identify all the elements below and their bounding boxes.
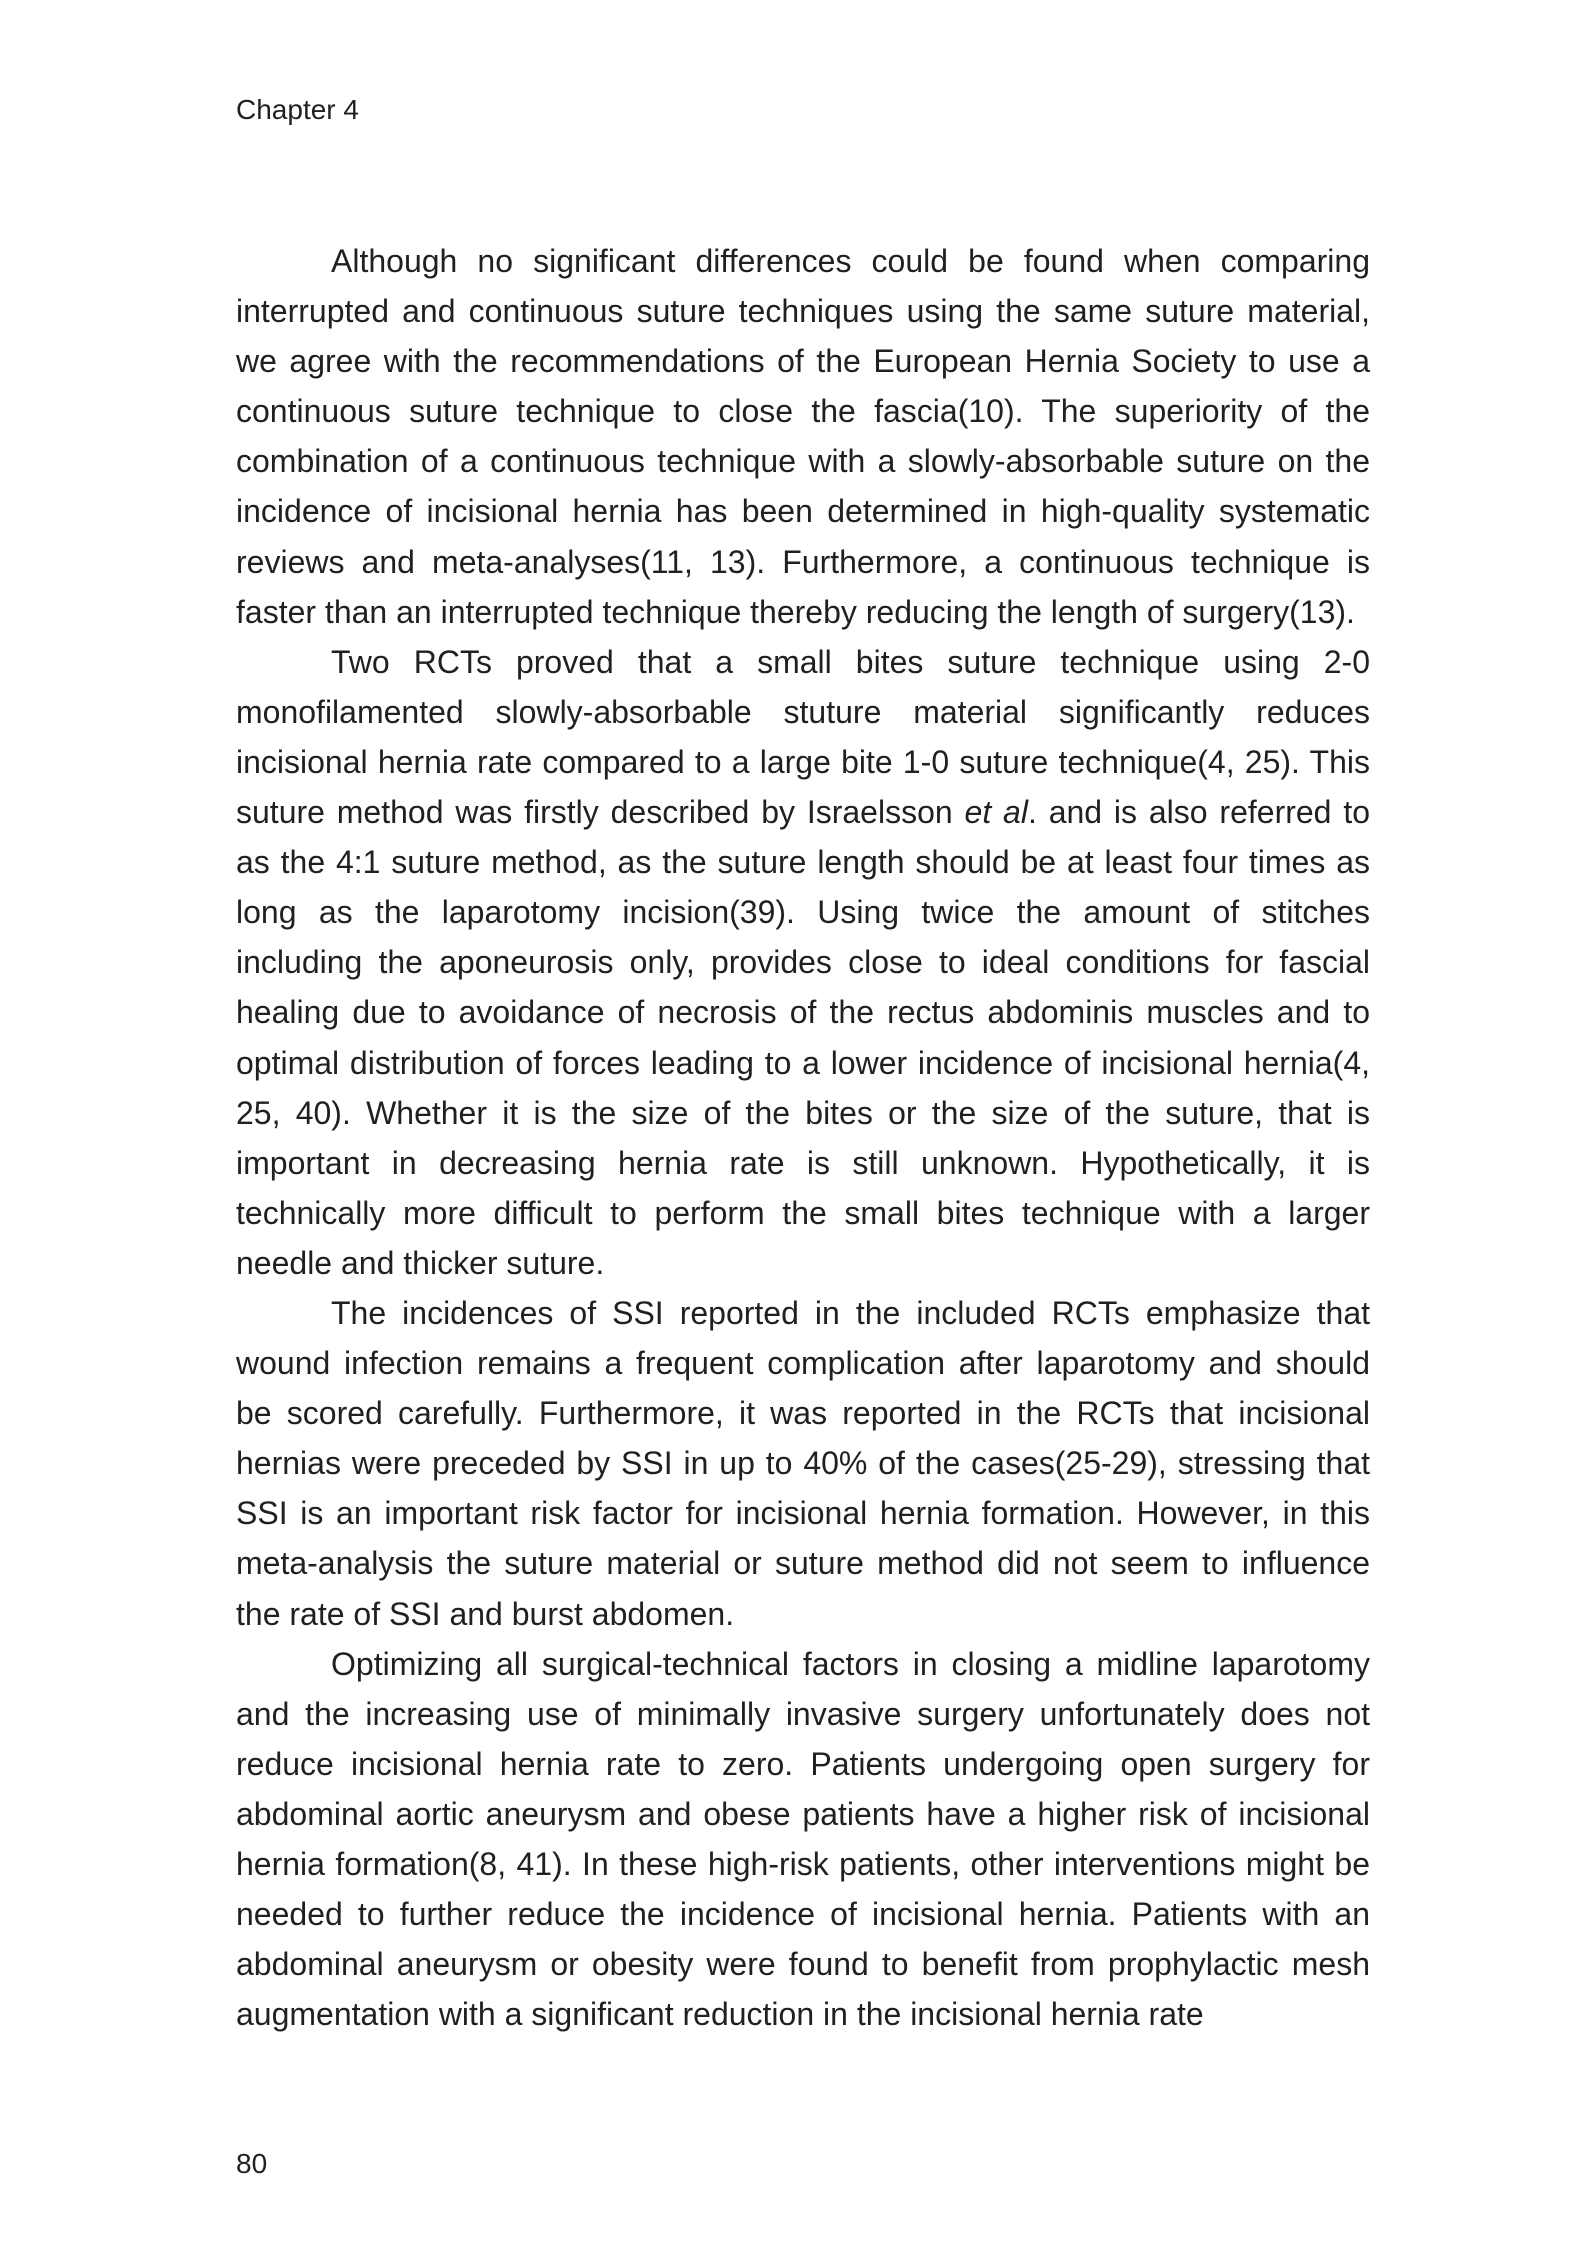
paragraph-small-bites-text-before: Two RCTs proved that a small bites suture technique using 2-0 monofilamented slowly-absorbable stuture material significantly reduces incisional hernia rate compared to a large bite 1-0 suture technique(4, 25). This suture method was firstly described by Israelsson [236, 643, 1370, 831]
paragraph-small-bites [236, 637, 1370, 1288]
italic-et-al: et al [964, 794, 1028, 831]
body-text [236, 236, 1370, 2039]
paragraph-suture-technique: Although no significant differences could be found when comparing interrupted and continuous suture techniques using the same suture material, we agree with the recommendations of the European Hernia Society to use a continuous suture technique to close the fascia(10). The superiority of the combination of a continuous technique with a slowly-absorbable suture on the incidence of incisional hernia has been determined in high-quality systematic reviews and meta-analyses(11, 13). Furthermore, a continuous technique is faster than an interrupted technique thereby reducing the length of surgery(13). [236, 243, 1370, 630]
page-number: 80 [236, 2148, 268, 2179]
paragraph-high-risk: Optimizing all surgical-technical factors in closing a midline laparotomy and the increasing use of minimally invasive surgery unfortunately does not reduce incisional hernia rate to zero. Patients undergoing open surgery for abdominal aortic aneurysm and obese patients have a higher risk of incisional hernia formation(8, 41). In these high-risk patients, other interventions might be needed to further reduce the incidence of incisional hernia. Patients with an abdominal aneurysm or obesity were found to benefit from prophylactic mesh augmentation with a significant reduction in the incisional hernia rate [236, 1645, 1370, 2033]
paragraph-small-bites-text-after: . and is also referred to as the 4:1 suture method, as the suture length should be at least four times as long as the laparotomy incision(39). Using twice the amount of stitches including the aponeurosis only, provides close to ideal conditions for fascial healing due to avoidance of necrosis of the rectus abdominis muscles and to optimal distribution of forces leading to a lower incidence of incisional hernia(4, 25, 40). Whether it is the size of the bites or the size of the suture, that is important in decreasing hernia rate is still unknown. Hypothetically, it is technically more difficult to perform the small bites technique with a larger needle and thicker suture. [236, 794, 1371, 1281]
paragraph-ssi: The incidences of SSI reported in the included RCTs emphasize that wound infection remains a frequent complication after laparotomy and should be scored carefully. Furthermore, it was reported in the RCTs that incisional hernias were preceded by SSI in up to 40% of the cases(25-29), stressing that SSI is an important risk factor for incisional hernia formation. However, in this meta-analysis the suture material or suture method did not seem to influence the rate of SSI and burst abdomen. [236, 1294, 1370, 1632]
running-header-chapter: Chapter 4 [236, 94, 359, 125]
